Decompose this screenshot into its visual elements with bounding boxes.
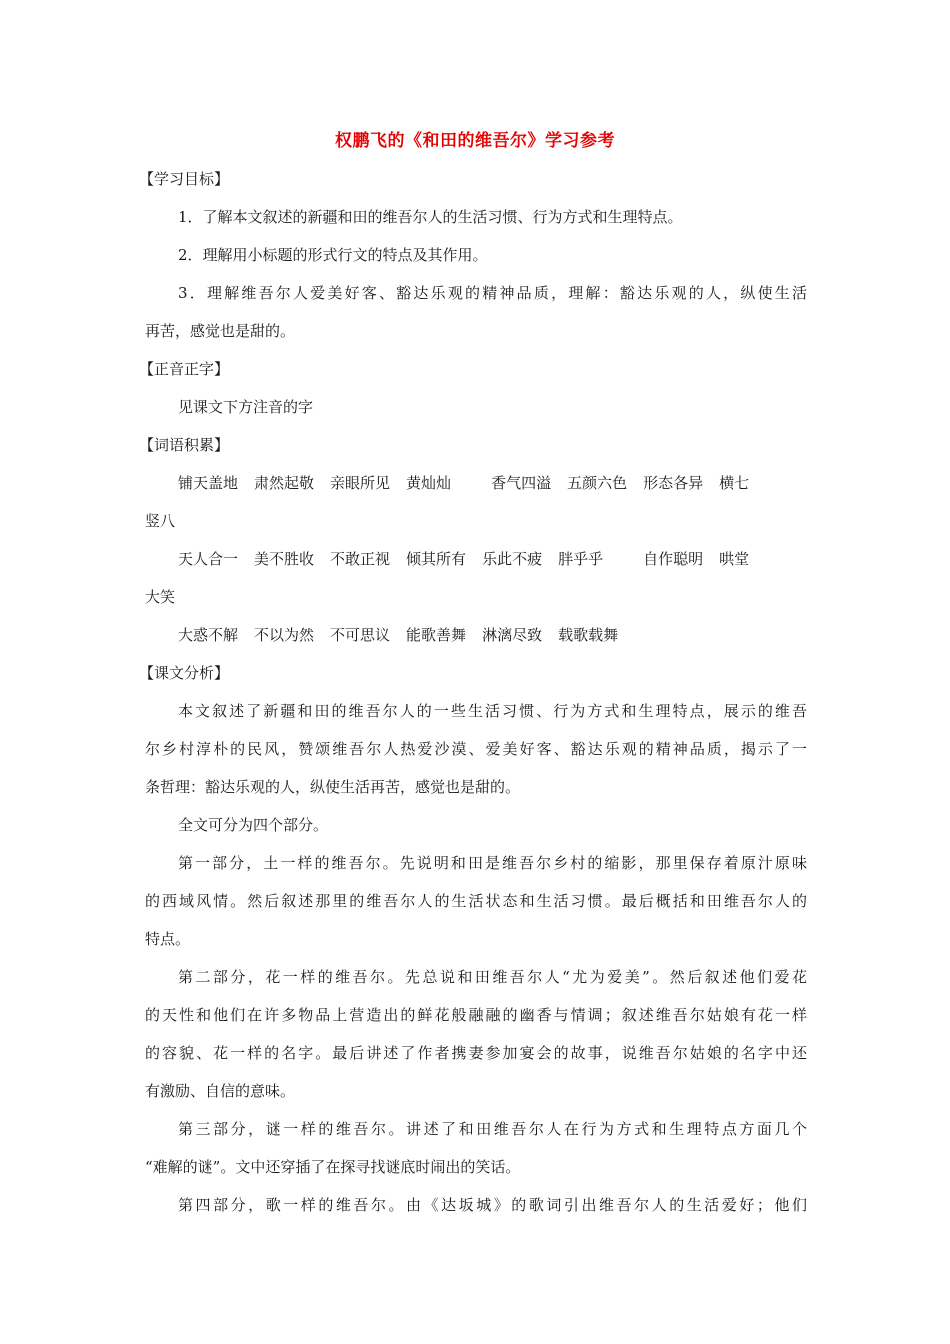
goal-item-1: 1．了解本文叙述的新疆和田的维吾尔人的生活习惯、行为方式和生理特点。 [178,208,683,226]
section-heading-pronunciation: 【正音正字】 [139,360,230,378]
vocab-word: 横七 [719,474,750,492]
analysis-line: 全文可分为四个部分。 [178,816,329,834]
vocab-word: 载歌载舞 [558,626,619,644]
vocab-word: 不可思议 [330,626,391,644]
analysis-line: 本文叙述了新疆和田的维吾尔人的一些生活习惯、行为方式和生理特点，展示的维吾 [178,702,807,720]
pronunciation-text: 见课文下方注音的字 [178,398,314,416]
vocab-row-1 [145,464,807,502]
vocab-row-2 [145,540,807,578]
vocab-word: 大惑不解 [178,626,239,644]
analysis-line: 的西域风情。然后叙述那里的维吾尔人的生活状态和生活习惯。最后概括和田维吾尔人的 [145,892,807,910]
vocab-word: 香气四溢 [491,474,552,492]
analysis-line: 有激励、自信的意味。 [145,1082,296,1100]
vocab-word: 五颜六色 [567,474,628,492]
section-heading-goals: 【学习目标】 [139,170,230,188]
vocab-word: 黄灿灿 [406,474,452,492]
goal-item-2: 2．理解用小标题的形式行文的特点及其作用。 [178,246,488,264]
section-heading-analysis: 【课文分析】 [139,664,230,682]
vocab-word: 亲眼所见 [330,474,391,492]
vocab-word: 哄堂 [719,550,750,568]
vocab-word: 淋漓尽致 [482,626,543,644]
vocab-row-3 [145,616,807,654]
goal-item-3-cont: 再苦，感觉也是甜的。 [145,322,296,340]
vocab-word: 不敢正视 [330,550,391,568]
vocab-row-1-cont: 竖八 [145,512,176,530]
analysis-line: 第一部分，土一样的维吾尔。先说明和田是维吾尔乡村的缩影，那里保存着原汁原味 [178,854,807,872]
analysis-line: 的天性和他们在许多物品上营造出的鲜花般融融的幽香与情调；叙述维吾尔姑娘有花一样 [145,1006,807,1024]
vocab-word: 铺天盖地 [178,474,239,492]
analysis-line: 第二部分，花一样的维吾尔。先总说和田维吾尔人“尤为爱美”。然后叙述他们爱花 [178,968,807,986]
vocab-word: 乐此不疲 [482,550,543,568]
vocab-word: 美不胜收 [254,550,315,568]
vocab-word: 能歌善舞 [406,626,467,644]
vocab-word: 天人合一 [178,550,239,568]
analysis-line: 条哲理：豁达乐观的人，纵使生活再苦，感觉也是甜的。 [145,778,521,796]
vocab-word: 形态各异 [643,474,704,492]
analysis-line: “难解的谜”。文中还穿插了在探寻找谜底时闹出的笑话。 [145,1158,521,1176]
section-heading-vocabulary: 【词语积累】 [139,436,230,454]
document-body [139,160,807,1224]
analysis-line: 的容貌、花一样的名字。最后讲述了作者携妻参加宴会的故事，说维吾尔姑娘的名字中还 [145,1044,807,1062]
document-title: 权鹏飞的《和田的维吾尔》学习参考 [335,131,615,151]
analysis-line: 尔乡村淳朴的民风，赞颂维吾尔人热爱沙漠、爱美好客、豁达乐观的精神品质，揭示了一 [145,740,807,758]
vocab-row-2-cont: 大笑 [145,588,176,606]
vocab-word: 倾其所有 [406,550,467,568]
analysis-line: 特点。 [145,930,191,948]
analysis-line: 第三部分，谜一样的维吾尔。讲述了和田维吾尔人在行为方式和生理特点方面几个 [178,1120,807,1138]
goal-item-3: 3．理解维吾尔人爱美好客、豁达乐观的精神品质，理解：豁达乐观的人，纵使生活 [178,284,807,302]
vocab-word: 胖乎乎 [558,550,604,568]
vocab-word: 肃然起敬 [254,474,315,492]
vocab-word: 不以为然 [254,626,315,644]
analysis-line: 第四部分，歌一样的维吾尔。由《达坂城》的歌词引出维吾尔人的生活爱好；他们 [178,1196,807,1214]
vocab-word: 自作聪明 [643,550,704,568]
